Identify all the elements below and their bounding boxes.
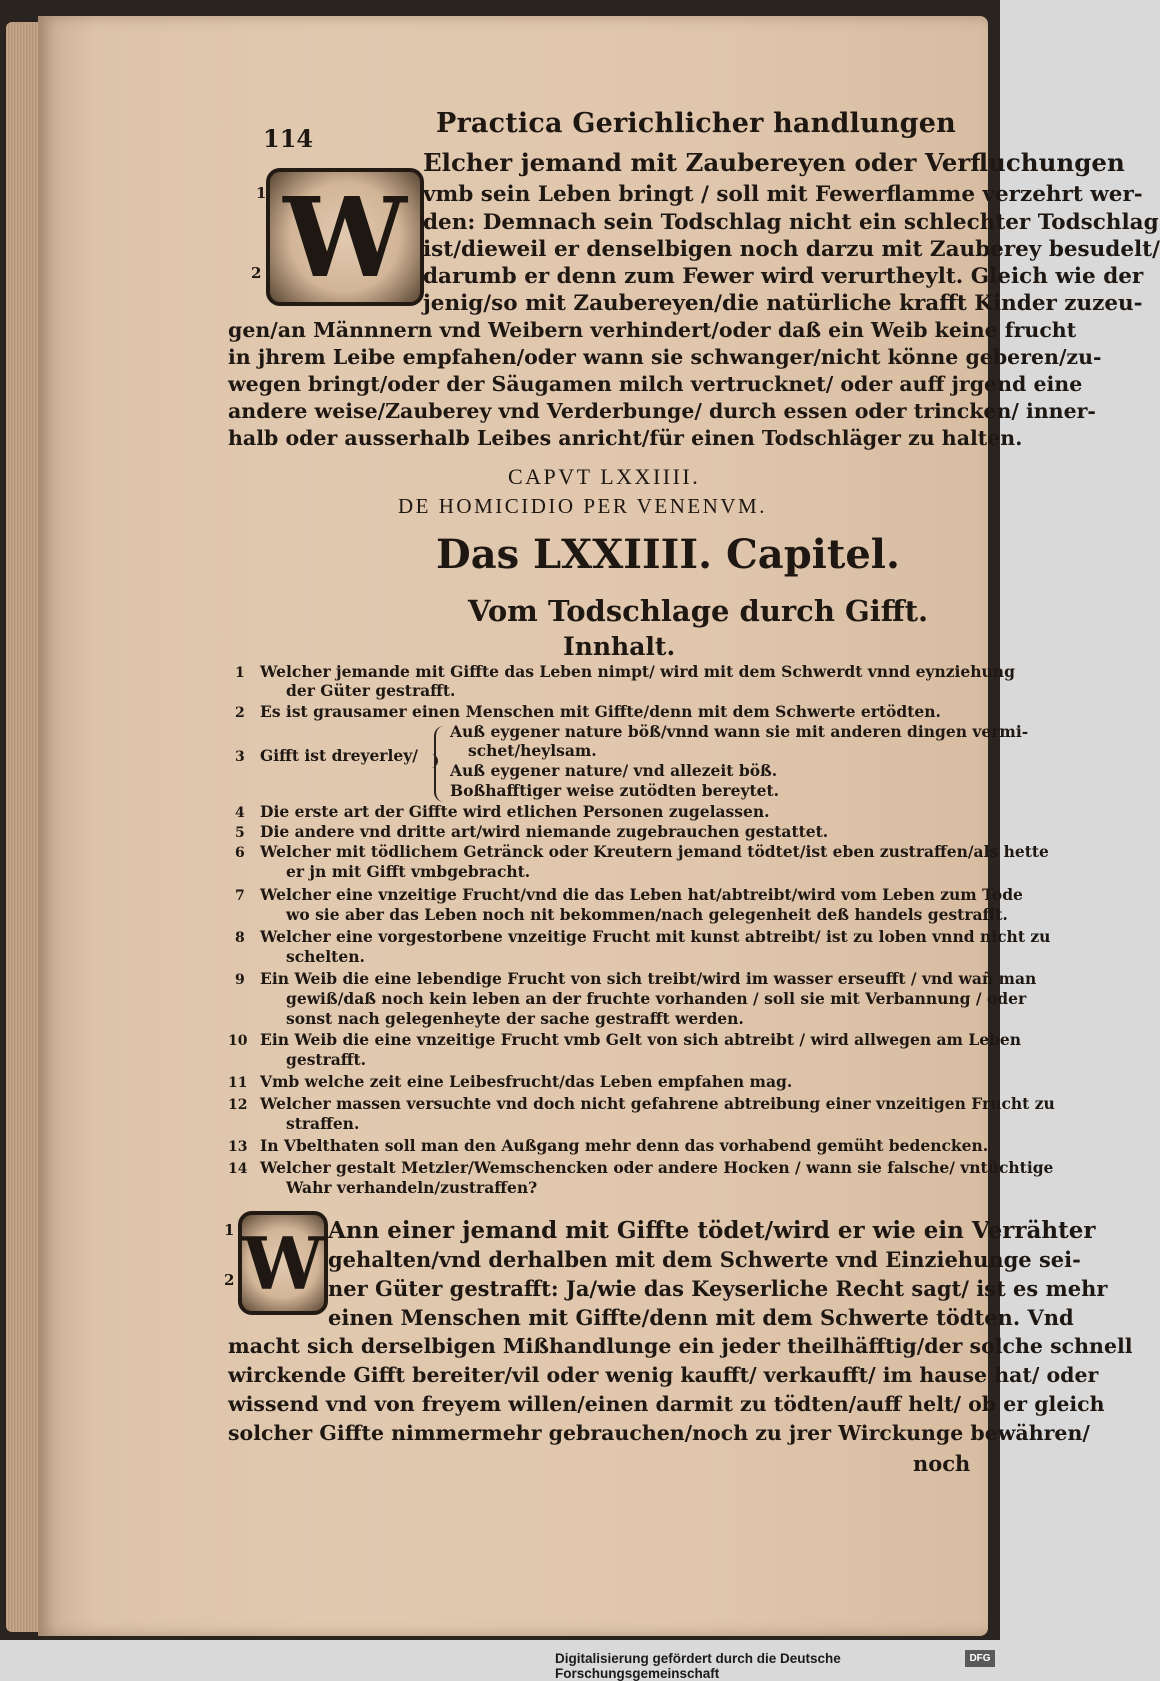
- chapter-heading: Das LXXIIII. Capitel.: [436, 531, 900, 578]
- initial-letter: W: [242, 1220, 324, 1306]
- intro-line: den: Demnach sein Todschlag nicht ein schlechter Todschlag: [423, 210, 1159, 235]
- toc-line: Welcher massen versuchte vnd doch nicht gefahrene abtreibung einer vnzeitigen Frucht zu: [260, 1094, 1055, 1113]
- margin-number: 2: [224, 1271, 235, 1289]
- page-number: 114: [263, 124, 314, 153]
- body-line: gehalten/vnd derhalben mit dem Schwerte vnd Einziehunge sei-: [328, 1247, 1081, 1272]
- toc-number: 14: [228, 1161, 248, 1177]
- intro-line: halb oder ausserhalb Leibes anricht/für einen Todschläger zu halten.: [228, 426, 1023, 450]
- digitization-credit: Digitalisierung gefördert durch die Deutsche Forschungsgemeinschaft: [555, 1651, 841, 1681]
- toc-line: Welcher eine vorgestorbene vnzeitige Frucht mit kunst abtreibt/ ist zu loben vnnd nicht zu: [260, 927, 1051, 946]
- toc-line: Welcher eine vnzeitige Frucht/vnd die das Leben hat/abtreibt/wird vom Leben zum Tode: [260, 885, 1023, 904]
- contents-label: Innhalt.: [563, 632, 676, 661]
- chapter-subheading: Vom Todschlage durch Gifft.: [468, 594, 929, 628]
- toc-line: er jn mit Gifft vmbgebracht.: [286, 862, 531, 881]
- toc-branch: Boßhafftiger weise zutödten bereytet.: [450, 781, 780, 800]
- margin-number: 2: [251, 264, 262, 282]
- margin-number: 1: [256, 184, 267, 202]
- body-line: einen Menschen mit Giffte/denn mit dem Schwerte tödten. Vnd: [328, 1305, 1074, 1330]
- toc-branch: Auß eygener nature böß/vnnd wann sie mit anderen dingen vermi-: [450, 722, 1029, 741]
- decorated-initial-w: [238, 1211, 328, 1315]
- toc-number: 8: [235, 930, 245, 946]
- toc-number: 6: [235, 845, 245, 861]
- intro-line: Elcher jemand mit Zaubereyen oder Verfluchungen: [423, 148, 1125, 177]
- intro-line: jenig/so mit Zaubereyen/die natürliche krafft Kinder zuzeu-: [423, 291, 1143, 316]
- intro-line: darumb er denn zum Fewer wird verurtheylt. Gleich wie der: [423, 264, 1144, 289]
- toc-line: Welcher mit tödlichem Getränck oder Kreutern jemand tödtet/ist eben zustraffen/als hette: [260, 842, 1049, 861]
- toc-branch: schet/heylsam.: [468, 741, 597, 760]
- body-line: solcher Giffte nimmermehr gebrauchen/noch zu jrer Wirckunge bewähren/: [228, 1421, 1090, 1445]
- toc-line: schelten.: [286, 947, 365, 966]
- toc-number: 4: [235, 805, 245, 821]
- toc-number: 10: [228, 1033, 248, 1049]
- initial-letter: W: [283, 172, 407, 302]
- intro-line: in jhrem Leibe empfahen/oder wann sie schwanger/nicht könne geberen/zu-: [228, 345, 1102, 369]
- toc-line: Ein Weib die eine lebendige Frucht von sich treibt/wird im wasser erseufft / vnd wañ man: [260, 969, 1037, 988]
- toc-number: 5: [235, 825, 245, 841]
- toc-line: Welcher gestalt Metzler/Wemschencken oder andere Hocken / wann sie falsche/ vntüchtige: [260, 1158, 1054, 1177]
- toc-number: 11: [228, 1075, 248, 1091]
- body-line: Ann einer jemand mit Giffte tödet/wird er wie ein Verrähter: [328, 1217, 1096, 1244]
- toc-line: Vmb welche zeit eine Leibesfrucht/das Leben empfahen mag.: [260, 1072, 793, 1091]
- toc-line: sonst nach gelegenheyte der sache gestrafft werden.: [286, 1009, 744, 1028]
- body-line: ner Güter gestrafft: Ja/wie das Keyserliche Recht sagt/ ist es mehr: [328, 1276, 1108, 1301]
- running-head: Practica Gerichlicher handlungen: [436, 108, 956, 139]
- toc-line: wo sie aber das Leben noch nit bekommen/nach gelegenheit deß handels gestrafft.: [286, 905, 1008, 924]
- toc-number: 3: [235, 749, 245, 765]
- catchword: noch: [913, 1451, 971, 1476]
- toc-line: Ein Weib die eine vnzeitige Frucht vmb Gelt von sich abtreibt / wird allwegen am Leben: [260, 1030, 1022, 1049]
- toc-line: Wahr verhandeln/zustraffen?: [286, 1178, 538, 1197]
- caput-label: CAPVT LXXIIII.: [508, 464, 701, 489]
- toc-number: 13: [228, 1139, 248, 1155]
- toc-line: In Vbelthaten soll man den Außgang mehr denn das vorhabend gemüht bedencken.: [260, 1136, 989, 1155]
- toc-line: der Güter gestrafft.: [286, 681, 456, 700]
- body-line: wissend vnd von freyem willen/einen darmit zu tödten/auff helt/ ob er gleich: [228, 1392, 1105, 1416]
- body-line: macht sich derselbigen Mißhandlunge ein jeder theilhäfftig/der solche schnell: [228, 1334, 1133, 1358]
- intro-line: wegen bringt/oder der Säugamen milch vertrucknet/ oder auff jrgend eine: [228, 372, 1083, 396]
- body-line: wirckende Gifft bereiter/vil oder wenig kaufft/ verkaufft/ im hause hat/ oder: [228, 1363, 1099, 1387]
- toc-line: gestrafft.: [286, 1050, 367, 1069]
- margin-number: 1: [224, 1221, 235, 1239]
- toc-line: gewiß/daß noch kein leben an der fruchte vorhanden / soll sie mit Verbannung / oder: [286, 989, 1027, 1008]
- toc-line: straffen.: [286, 1114, 360, 1133]
- intro-line: vmb sein Leben bringt / soll mit Fewerflamme verzehrt wer-: [423, 182, 1143, 207]
- intro-line: andere weise/Zauberey vnd Verderbunge/ durch essen oder trincken/ inner-: [228, 399, 1096, 423]
- toc-number: 1: [235, 665, 245, 681]
- toc-line: Die andere vnd dritte art/wird niemande zugebrauchen gestattet.: [260, 822, 829, 841]
- toc-number: 7: [235, 888, 245, 904]
- book-page: [38, 16, 1160, 1636]
- toc-number: 9: [235, 972, 245, 988]
- intro-line: gen/an Männnern vnd Weibern verhindert/oder daß ein Weib keine frucht: [228, 318, 1077, 342]
- toc-line: Welcher jemande mit Giffte das Leben nimpt/ wird mit dem Schwerdt vnnd eynziehung: [260, 662, 1015, 681]
- dfg-logo: DFG: [965, 1650, 995, 1667]
- latin-title: DE HOMICIDIO PER VENENVM.: [398, 494, 767, 518]
- intro-line: ist/dieweil er denselbigen noch darzu mit Zauberey besudelt/: [423, 237, 1160, 262]
- toc-number: 2: [235, 705, 245, 721]
- toc-number: 12: [228, 1097, 248, 1113]
- toc-line: Es ist grausamer einen Menschen mit Giffte/denn mit dem Schwerte ertödten.: [260, 702, 941, 721]
- toc-branch: Auß eygener nature/ vnd allezeit böß.: [450, 761, 778, 780]
- toc-line: Gifft ist dreyerley/: [260, 746, 418, 765]
- toc-line: Die erste art der Giffte wird etlichen Personen zugelassen.: [260, 802, 770, 821]
- decorated-initial-w: [266, 168, 424, 306]
